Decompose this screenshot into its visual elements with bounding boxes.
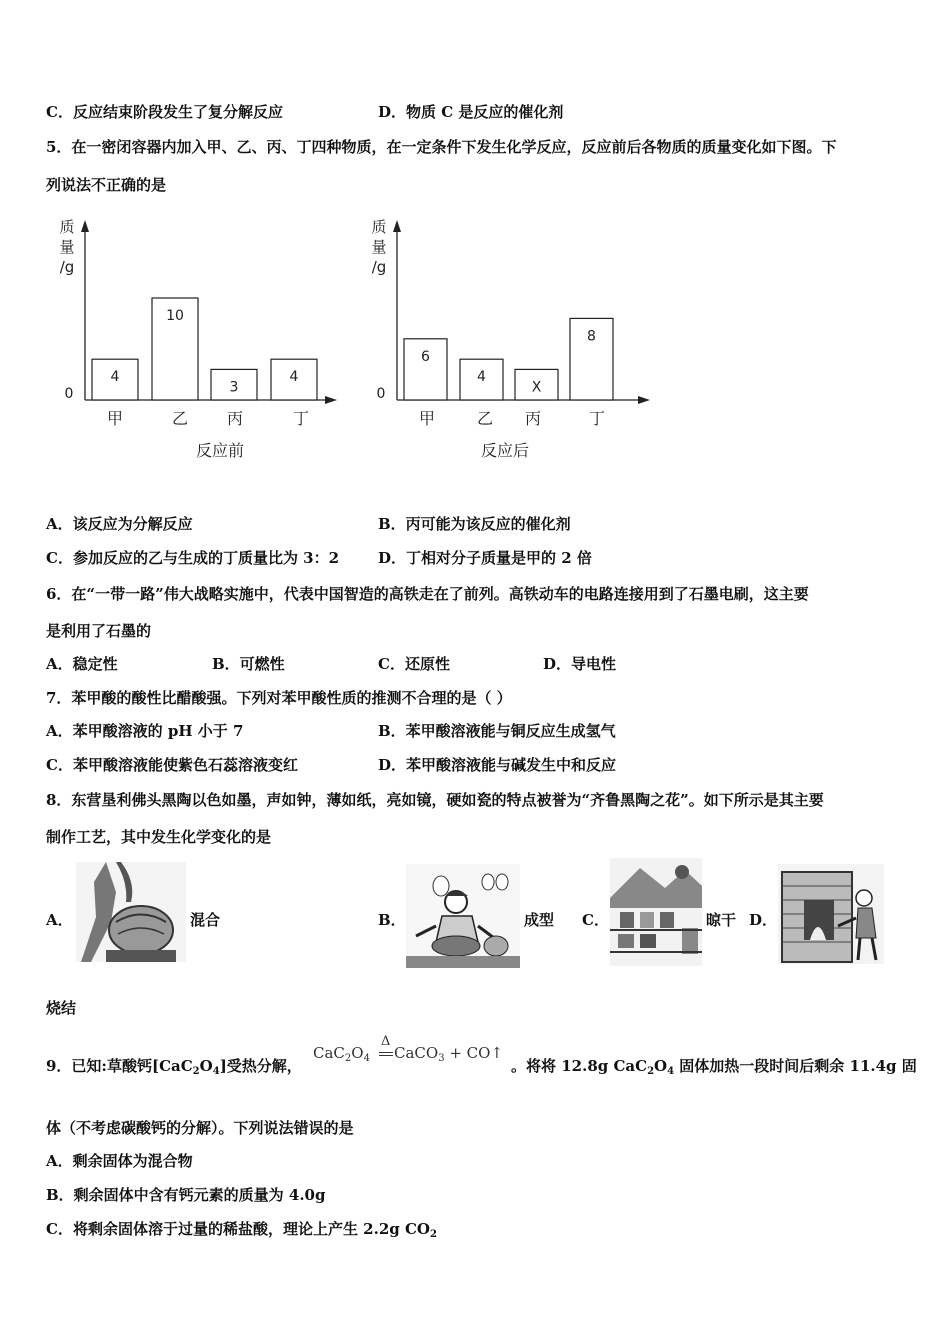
q9-equation-arrow-top xyxy=(379,1052,393,1053)
chart-after-y-arrow xyxy=(393,220,401,232)
chart-before-ylabel-1: 量 xyxy=(59,238,75,256)
chart-after-category-3: 丁 xyxy=(588,409,606,428)
q5-option-d: D．丁相对分子质量是甲的 2 倍 xyxy=(378,549,592,567)
chart-after-svg xyxy=(365,212,665,472)
chart-before-bar-label-3: 4 xyxy=(289,369,299,386)
chart-after-bar-label-0: 6 xyxy=(421,348,430,365)
q5-option-a: A．该反应为分解反应 xyxy=(46,515,193,533)
q7-option-a: A．苯甲酸溶液的 pH 小于 7 xyxy=(46,722,244,740)
chart-after-title: 反应后 xyxy=(480,441,530,460)
q9-option-b: B．剩余固体中含有钙元素的质量为 4.0g xyxy=(46,1186,326,1204)
q8-stem-line2: 制作工艺，其中发生化学变化的是 xyxy=(46,828,272,846)
q9-equation-arrow-bottom xyxy=(379,1055,393,1056)
shaping-illustration xyxy=(406,864,520,972)
chart-before-category-0: 甲 xyxy=(106,409,124,428)
q9-after-sub1: 2 xyxy=(647,1066,655,1077)
chart-before-svg xyxy=(55,212,345,472)
chart-after-category-2: 丙 xyxy=(524,409,542,428)
q9-after-sub2: 4 xyxy=(667,1066,675,1077)
q9-after-mid: O xyxy=(654,1057,668,1075)
chart-after xyxy=(365,212,665,476)
chart-after-ylabel-2: /g xyxy=(371,258,387,276)
q6-option-b: B．可燃性 xyxy=(212,655,285,673)
q9-equation-right-tail: + CO↑ xyxy=(444,1044,504,1062)
q8-option-c-text: 晾干 xyxy=(706,911,737,929)
q9-equation-left xyxy=(313,1044,370,1064)
q9-equation xyxy=(313,1034,513,1074)
chart-after-bar-label-3: 8 xyxy=(587,328,596,345)
chart-after-ylabel-0: 质 xyxy=(371,218,387,236)
q8-option-d-letter: D． xyxy=(749,911,778,929)
q9-equation-left-o: O xyxy=(351,1044,364,1062)
q9-after: 。将将 12.8g CaC xyxy=(511,1057,648,1075)
q9-stem-line1 xyxy=(46,1056,302,1082)
q4-option-c: C．反应结束阶段发生了复分解反应 xyxy=(46,103,283,121)
q9-equation-left-ca: CaC xyxy=(313,1044,345,1062)
chart-before xyxy=(55,212,345,476)
q9-after-tail: 固体加热一段时间后剩余 11.4g 固 xyxy=(674,1057,917,1075)
q7-option-d: D．苯甲酸溶液能与碱发生中和反应 xyxy=(378,756,617,774)
chart-before-bar-label-1: 10 xyxy=(166,308,184,324)
q6-stem-line2: 是利用了石墨的 xyxy=(46,622,152,640)
chart-before-bar-label-2: 3 xyxy=(229,379,239,396)
q9-option-c-sub: 2 xyxy=(429,1229,437,1240)
q9-stem-line2: 体（不考虑碳酸钙的分解）。下列说法错误的是 xyxy=(46,1119,354,1137)
q5-stem-line2: 列说法不正确的是 xyxy=(46,176,167,194)
q9-equation-left-sub2: 4 xyxy=(363,1053,370,1064)
chart-before-category-2: 丙 xyxy=(226,409,244,428)
q9-stem-post1: ]受热分解， xyxy=(219,1057,302,1075)
q9-stem-mid1: O xyxy=(199,1057,213,1075)
chart-before-x-arrow xyxy=(325,396,337,404)
q5-stem-line1: 5．在一密闭容器内加入甲、乙、丙、丁四种物质，在一定条件下发生化学反应，反应前后各物质的质量变化如下图。下 xyxy=(46,138,837,156)
q9-option-a: A．剩余固体为混合物 xyxy=(46,1152,193,1170)
q9-option-c xyxy=(46,1219,437,1245)
q6-option-c: C．还原性 xyxy=(378,655,450,673)
q7-option-b: B．苯甲酸溶液能与铜反应生成氢气 xyxy=(378,722,616,740)
q7-stem: 7．苯甲酸的酸性比醋酸强。下列对苯甲酸性质的推测不合理的是（ ） xyxy=(46,689,512,707)
q9-stem-sub1: 2 xyxy=(192,1066,200,1077)
chart-after-bar-label-2: X xyxy=(531,379,542,396)
mixing-illustration xyxy=(76,862,186,966)
q9-equation-right xyxy=(394,1044,503,1064)
q6-stem-line1: 6．在“一带一路”伟大战略实施中，代表中国智造的高铁走在了前列。高铁动车的电路连接用到了石墨电刷，这主要 xyxy=(46,585,809,603)
q9-equation-left-sub1: 2 xyxy=(344,1053,352,1064)
chart-before-ylabel-0: 质 xyxy=(59,218,75,236)
q9-stem-line1-tail xyxy=(511,1056,917,1082)
chart-after-category-0: 甲 xyxy=(418,409,436,428)
q8-option-a-letter: A． xyxy=(46,911,73,929)
chart-before-category-3: 丁 xyxy=(292,409,310,428)
q8-option-d-text: 烧结 xyxy=(46,999,77,1017)
chart-before-origin-label: 0 xyxy=(64,386,74,402)
chart-before-y-arrow xyxy=(81,220,89,232)
q8-option-a-text: 混合 xyxy=(190,911,221,929)
q7-option-c: C．苯甲酸溶液能使紫色石蕊溶液变红 xyxy=(46,756,298,774)
q9-stem-sub2: 4 xyxy=(212,1066,220,1077)
chart-after-x-arrow xyxy=(638,396,650,404)
q5-option-b: B．丙可能为该反应的催化剂 xyxy=(378,515,571,533)
q9-equation-delta: Δ xyxy=(381,1034,391,1049)
chart-after-category-1: 乙 xyxy=(476,409,494,428)
q8-stem-line1: 8．东营垦利佛头黑陶以色如墨，声如钟，薄如纸，亮如镜，硬如瓷的特点被誉为“齐鲁黑陶之花”。如下所示是其主要 xyxy=(46,791,824,809)
chart-before-title: 反应前 xyxy=(195,441,245,460)
q9-option-c-text: C．将剩余固体溶于过量的稀盐酸，理论上产生 2.2g CO xyxy=(46,1220,430,1238)
q9-equation-right-caco: CaCO xyxy=(394,1044,439,1062)
q6-option-d: D．导电性 xyxy=(543,655,617,673)
chart-before-ylabel-2: /g xyxy=(59,258,75,276)
q9-stem-pre: 9．已知:草酸钙[CaC xyxy=(46,1057,193,1075)
firing-illustration xyxy=(778,864,884,968)
q5-option-c: C．参加反应的乙与生成的丁质量比为 3：2 xyxy=(46,549,340,567)
q6-option-a: A．稳定性 xyxy=(46,655,118,673)
q9-equation-right-sub: 3 xyxy=(438,1053,445,1064)
drying-illustration xyxy=(610,858,702,970)
chart-after-origin-label: 0 xyxy=(376,386,386,402)
q8-option-b-text: 成型 xyxy=(524,911,555,929)
chart-after-ylabel-1: 量 xyxy=(371,238,387,256)
chart-after-bar-label-1: 4 xyxy=(477,369,486,386)
q4-option-d: D．物质 C 是反应的催化剂 xyxy=(378,103,564,121)
q8-option-c-letter: C． xyxy=(582,911,609,929)
q8-option-b-letter: B． xyxy=(378,911,406,929)
chart-before-bar-label-0: 4 xyxy=(110,369,120,386)
chart-before-category-1: 乙 xyxy=(171,409,189,428)
